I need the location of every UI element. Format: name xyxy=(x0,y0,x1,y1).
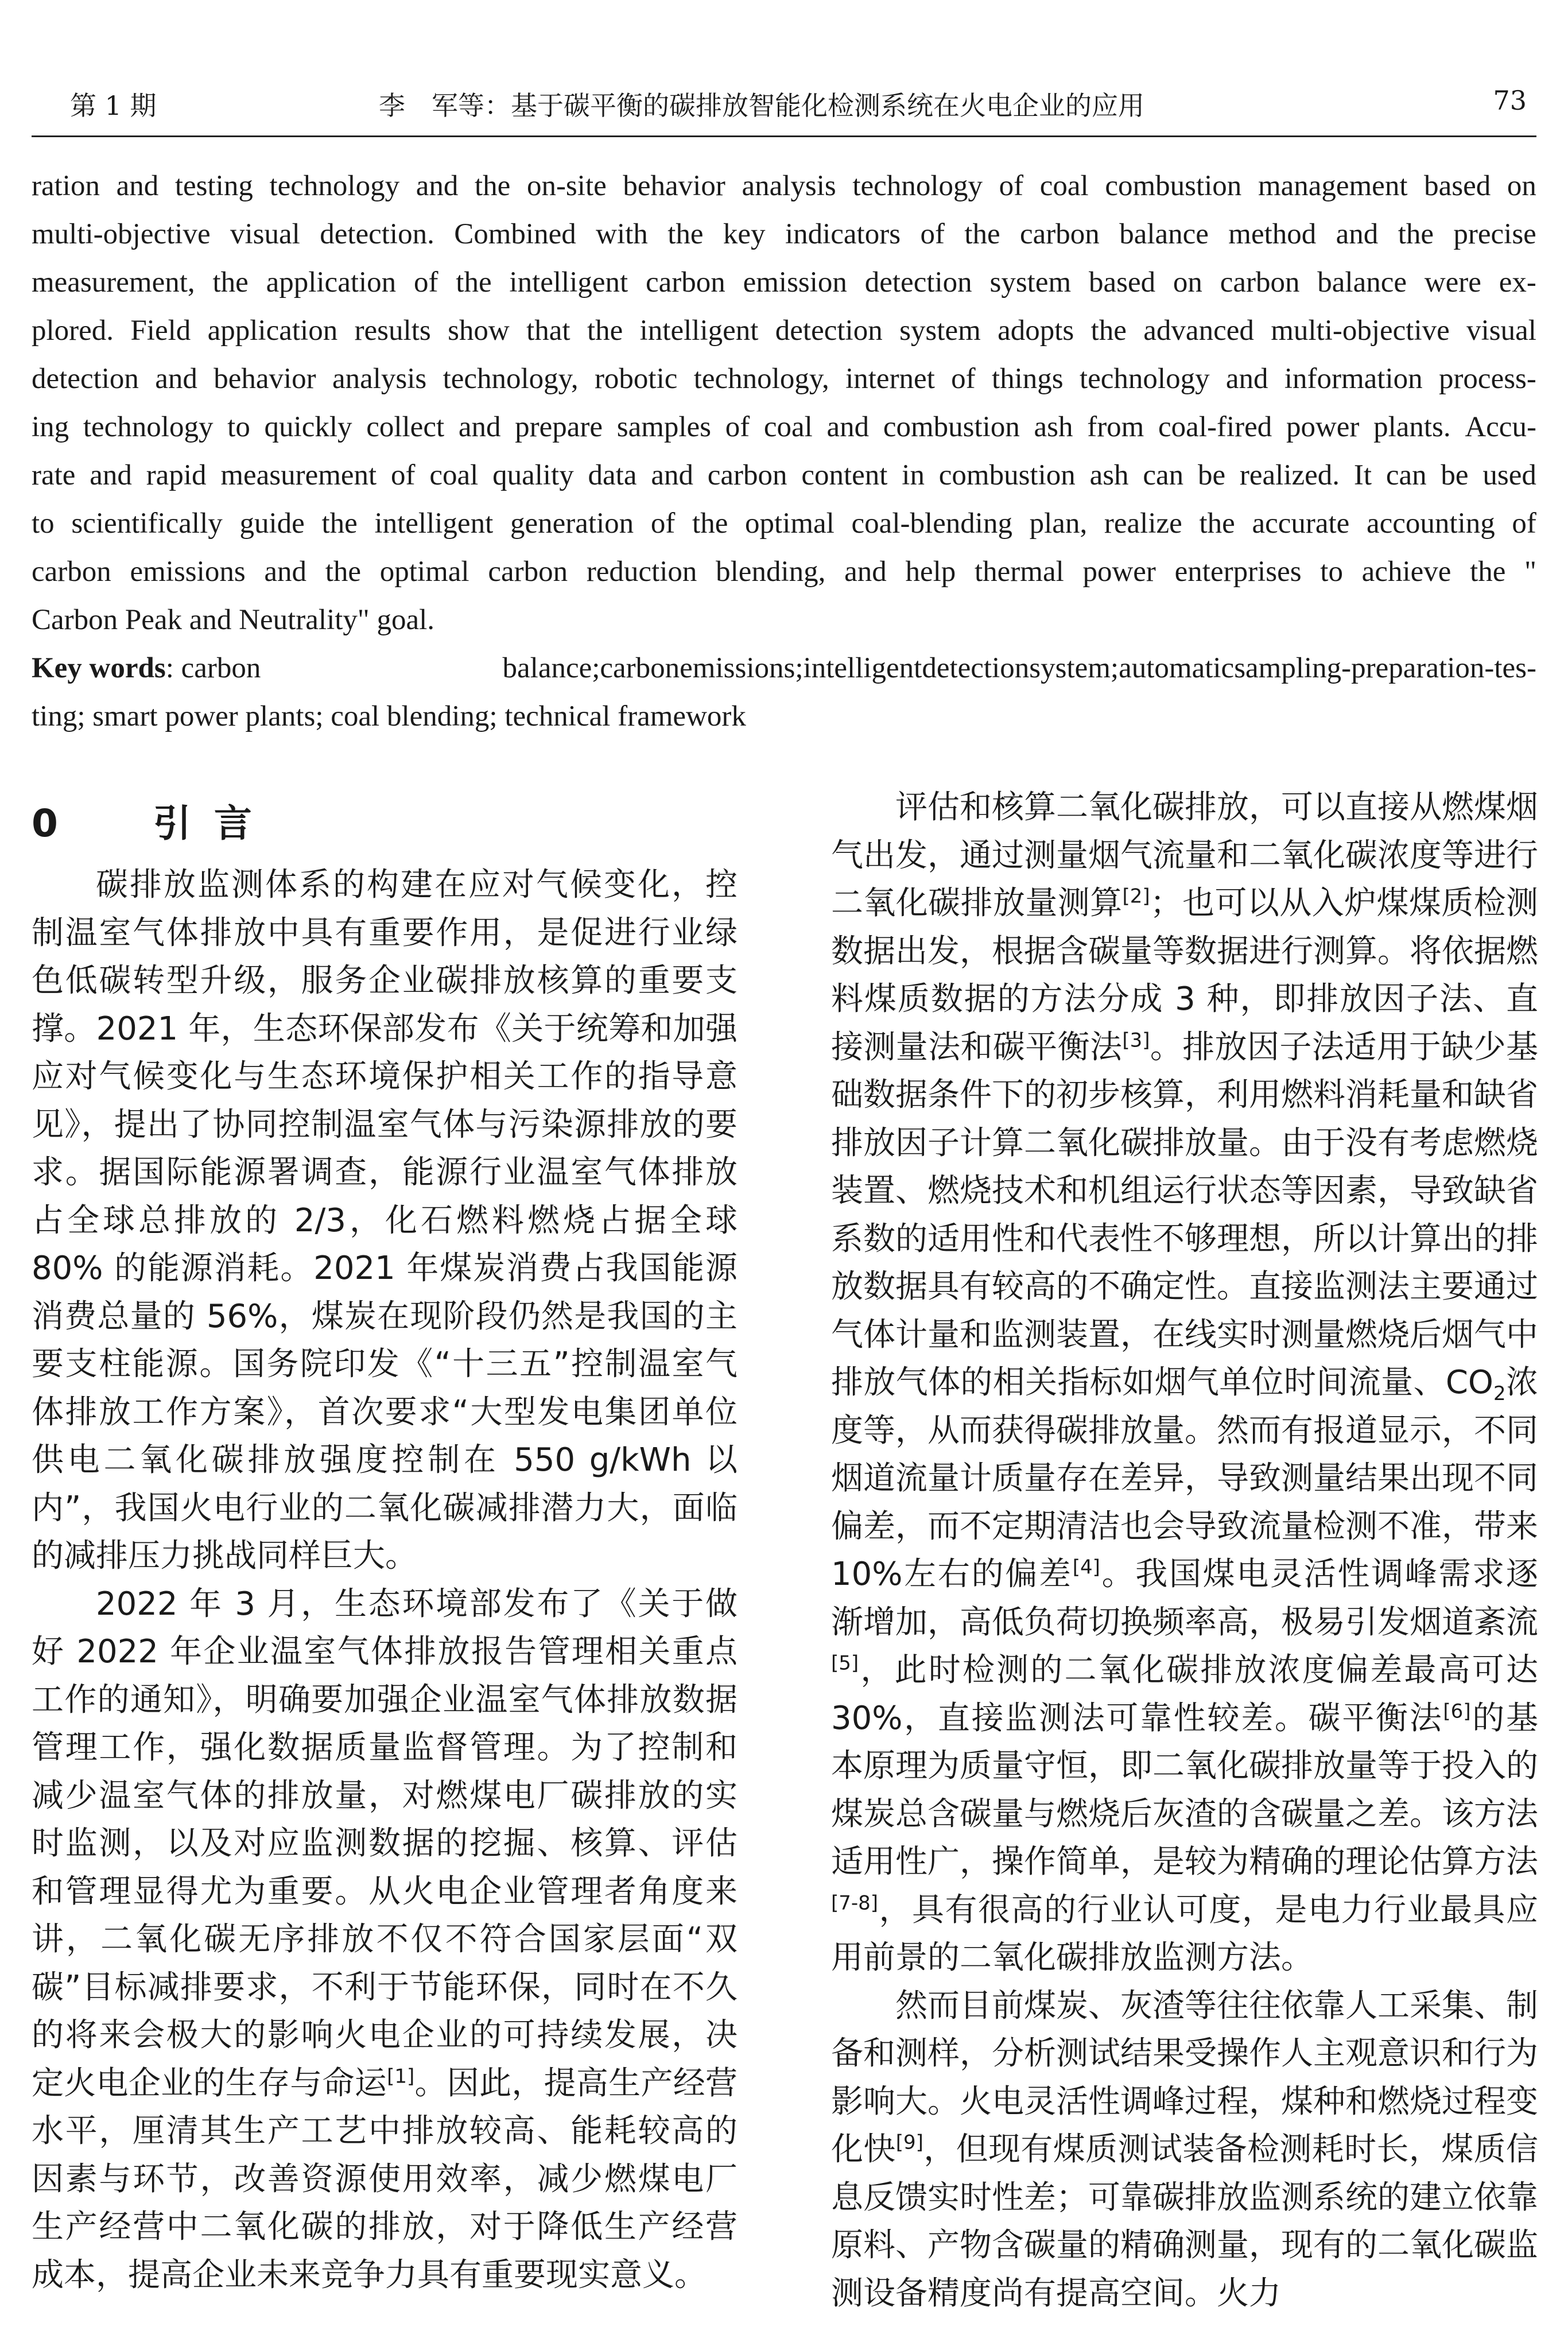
citation: [4] xyxy=(1072,1556,1100,1579)
intro-paragraph-2: 2022 年 3 月，生态环境部发布了《关于做好 2022 年企业温室气体排放报告管理相关重点工作的通知》，明确要加强企业温室气体排放数据管理工作，强化数据质量监督管理。为了控制和减少温室气体的排放量，对燃煤电厂碳排放的实时监测，以及对应监测数据的挖掘、核算、评估和管理显得尤为重要。从火电企业管理者角度来讲，二氧化碳无序排放不仅不符合国家层面“双碳”目标减排要求，不利于节能环保，同时在不久的将来会极大的影响火电企业的可持续发展，决定火电企业的生存与命运[1]。因此，提高生产经营水平，厘清其生产工艺中排放较高、能耗较高的因素与环节，改善资源使用效率，减少燃煤电厂生产经营中二氧化碳的排放，对于降低生产经营成本，提高企业未来竞争力具有重要现实意义。 xyxy=(32,1585,738,2294)
abstract-line: detection and behavior analysis technology, robotic technology, internet of things technology and information process- xyxy=(32,363,1536,395)
citation: [1] xyxy=(387,2064,415,2088)
keywords-label: Key words xyxy=(32,652,166,684)
page-number: 73 xyxy=(1493,85,1527,116)
abstract-line: plored. Field application results show that the intelligent detection system adopts the advanced multi-objective visual xyxy=(32,315,1536,347)
right-column xyxy=(831,784,1538,2317)
citation: [3] xyxy=(1122,1028,1150,1052)
abstract-line: ration and testing technology and the on-site behavior analysis technology of coal combustion management based on xyxy=(32,170,1536,202)
co2-subscript: 2 xyxy=(1493,1382,1506,1406)
abstract-line: carbon emissions and the optimal carbon reduction blending, and help thermal power enterprises to achieve the " xyxy=(32,556,1536,588)
left-column xyxy=(32,781,738,2299)
abstract-line: multi-objective visual detection. Combined with the key indicators of the carbon balance method and the precise xyxy=(32,218,1536,250)
header-rule xyxy=(32,135,1536,137)
intro-paragraph-4: 然而目前煤炭、灰渣等往往依靠人工采集、制备和测样，分析测试结果受操作人主观意识和行为影响大。火电灵活性调峰过程，煤种和燃烧过程变化快[9]，但现有煤质测试装备检测耗时长，煤质信息反馈实时性差；可靠碳排放监测系统的建立依靠原料、产物含碳量的精确测量，现有的二氧化碳监测设备精度尚有提高空间。火力 xyxy=(831,1987,1539,2312)
page-header xyxy=(0,0,1568,144)
english-abstract xyxy=(32,162,1536,740)
running-title: 李 军等：基于碳平衡的碳排放智能化检测系统在火电企业的应用 xyxy=(379,90,1144,121)
citation: [5] xyxy=(831,1651,859,1675)
abstract-lines xyxy=(32,162,1536,596)
citation: [7-8] xyxy=(831,1891,879,1914)
abstract-line: rate and rapid measurement of coal quality data and carbon content in combustion ash can be realized. It can be used xyxy=(32,459,1536,491)
section-number: 0 xyxy=(32,801,81,846)
section-heading xyxy=(32,781,738,861)
abstract-last-line: Carbon Peak and Neutrality" goal. xyxy=(32,604,435,636)
journal-issue: 第 1 期 xyxy=(70,90,157,121)
intro-paragraph-1: 碳排放监测体系的构建在应对气候变化，控制温室气体排放中具有重要作用，是促进行业绿色低碳转型升级，服务企业碳排放核算的重要支撑。2021 年，生态环保部发布《关于统筹和加强应对气候变化与生态环境保护相关工作的指导意见》，提出了协同控制温室气体与污染源排放的要求。据国际能源署调查，能源行业温室气体排放占全球总排放的 2/3，化石燃料燃烧占据全球 80% 的能源消耗。2021 年煤炭消费占我国能源消费总量的 56%，煤炭在现阶段仍然是我国的主要支柱能源。国务院印发《“十三五”控制温室气体排放工作方案》，首次要求“大型发电集团单位供电二氧化碳排放强度控制在 550 g/kWh 以内”，我国火电行业的二氧化碳减排潜力大，面临的减排压力挑战同样巨大。 xyxy=(32,866,738,1575)
abstract-line: to scientifically guide the intelligent generation of the optimal coal-blending plan, realize the accurate accounting of xyxy=(32,507,1536,540)
keywords-line-2: ting; smart power plants; coal blending; technical framework xyxy=(32,700,746,732)
keywords-line-1: Key words : carbon balance; carbon emissions; intelligent detection system; automatic sampling-preparation-tes- xyxy=(32,644,1536,692)
section-title: 引言 xyxy=(153,801,275,846)
citation: [6] xyxy=(1443,1699,1471,1723)
abstract-line: measurement, the application of the intelligent carbon emission detection system based on carbon balance were ex- xyxy=(32,266,1536,298)
intro-paragraph-3: 评估和核算二氧化碳排放，可以直接从燃煤烟气出发，通过测量烟气流量和二氧化碳浓度等进行二氧化碳排放量测算[2]；也可以从入炉煤煤质检测数据出发，根据含碳量等数据进行测算。将依据燃料煤质数据的方法分成 3 种，即排放因子法、直接测量法和碳平衡法[3]。排放因子法适用于缺少基础数据条件下的初步核算，利用燃料消耗量和缺省排放因子计算二氧化碳排放量。由于没有考虑燃烧装置、燃烧技术和机组运行状态等因素，导致缺省系数的适用性和代表性不够理想，所以计算出的排放数据具有较高的不确定性。直接监测法主要通过气体计量和监测装置，在线实时测量燃烧后烟气中排放气体的相关指标如烟气单位时间流量、$CO_2$浓度等，从而获得碳排放量。然而有报道显示，不同烟道流量计质量存在差异，导致测量结果出现不同偏差，而不定期清洁也会导致流量检测不准，带来 10%左右的偏差[4]。我国煤电灵活性调峰需求逐渐增加，高低负荷切换频率高，极易引发烟道紊流[5]，此时检测的二氧化碳排放浓度偏差最高可达 30%，直接监测法可靠性较差。碳平衡法[6]的基本原理为质量守恒，即二氧化碳排放量等于投入的煤炭总含碳量与燃烧后灰渣的含碳量之差。该方法适用性广，操作简单，是较为精确的理论估算方法[7-8]，具有很高的行业认可度，是电力行业最具应用前景的二氧化碳排放监测方法。 xyxy=(831,789,1539,1976)
abstract-line: ing technology to quickly collect and prepare samples of coal and combustion ash from coal-fired power plants. Accu- xyxy=(32,411,1536,443)
citation: [2] xyxy=(1122,885,1150,908)
citation: [9] xyxy=(895,2131,923,2154)
